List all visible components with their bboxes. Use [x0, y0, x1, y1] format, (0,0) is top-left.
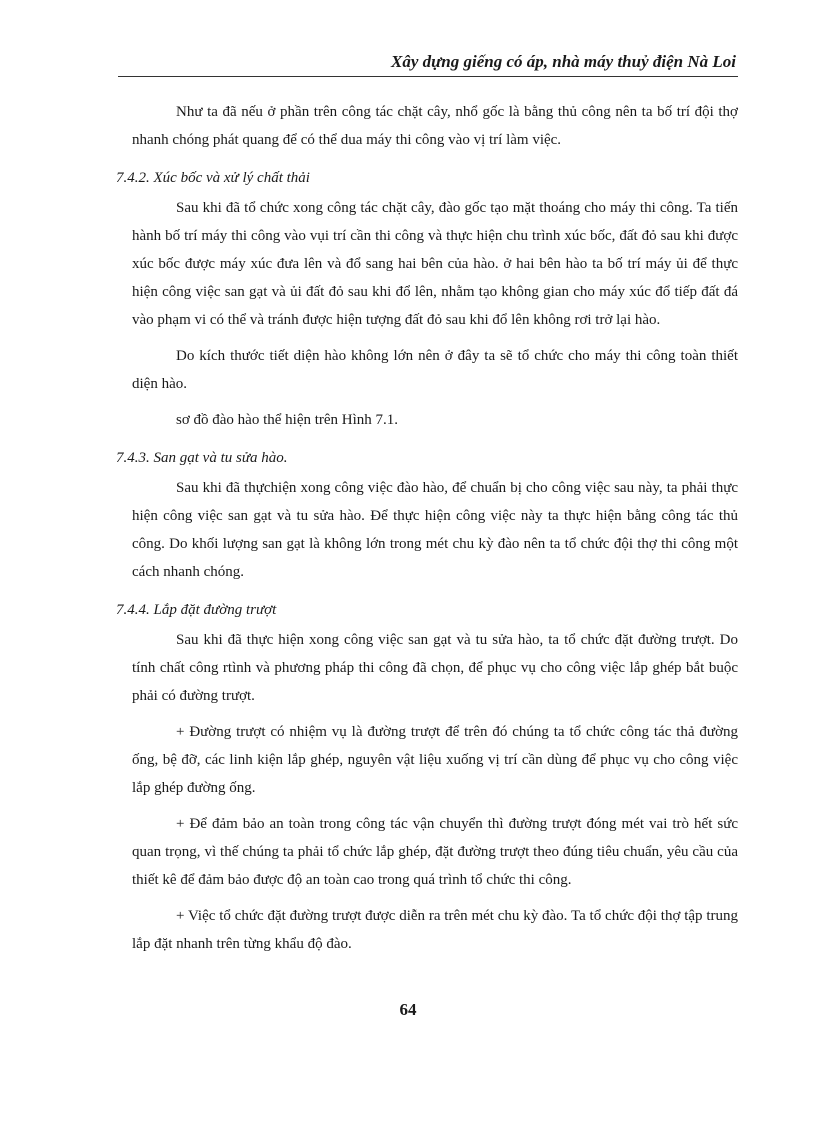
bullet-paragraph: + Để đảm bảo an toàn trong công tác vận chuyển thì đường trượt đóng mét vai trò hết sức quan trọng, vì thế chúng ta phải tổ chức lắp ghép, đặt đường trượt theo đúng tiêu chuẩn, yêu cầu của thiết kê để đảm bảo được độ an toàn cao trong quá trình tổ chức thi công. — [132, 816, 738, 888]
header-title: Xây dựng giếng có áp, nhà máy thuỷ điện Nà Loi — [390, 52, 736, 71]
paragraph: Như ta đã nếu ở phần trên công tác chặt cây, nhổ gốc là bằng thủ công nên ta bố trí đội thợ nhanh chóng phát quang để có thể dua máy thi công vào vị trí làm việc. — [132, 104, 738, 148]
bullet-paragraph: + Việc tổ chức đặt đường trượt được diễn ra trên mét chu kỳ đào. Ta tổ chức đội thợ tập trung lắp đặt nhanh trên từng khẩu độ đào. — [132, 908, 738, 952]
paragraph: Sau khi đã thựchiện xong công việc đào hào, để chuẩn bị cho công việc sau này, ta phải thực hiện công việc san gạt và tu sửa hào. Để thực hiện công việc này ta thực hiện bằng công tác thủ công. Do khối lượng san gạt là không lớn trong mét chu kỳ đào nên ta tổ chức đội thợ thi công một cách nhanh chóng. — [132, 480, 738, 580]
page-number: 64 — [399, 1000, 417, 1019]
paragraph: Sau khi đã thực hiện xong công việc san gạt và tu sửa hào, ta tổ chức đặt đường trượt. Do tính chất công rtình và phương pháp thi công đã chọn, để phục vụ cho công việc lắp ghép bắt buộc phải có đường trượt. — [132, 632, 738, 704]
section-heading-7-4-3: 7.4.3. San gạt và tu sửa hào. — [116, 450, 288, 466]
section-heading-7-4-4: 7.4.4. Lắp đặt đường trượt — [116, 602, 277, 618]
paragraph: Sau khi đã tổ chức xong công tác chặt cây, đào gốc tạo mặt thoáng cho máy thi công. Ta tiến hành bố trí máy thi công vào vụi trí cần thi công và thực hiện chu trình xúc bốc, đất đỏ sau khi được xúc bốc được máy xúc đưa lên và đổ sang hai bên của hào. ở hai bên hào ta bố trí máy ủi để thực hiện công việc san gạt và ủi đất đỏ sau khi đổ lên, nhằm tạo không gian cho máy xúc đổ tiếp đất đá vào phạm vi có thể và tránh được hiện tượng đất đỏ sau khi đổ lên không rơi trở lại hào. — [132, 200, 738, 328]
document-body — [116, 98, 738, 966]
page-header — [118, 44, 738, 77]
paragraph: sơ đồ đào hào thể hiện trên Hình 7.1. — [176, 412, 399, 428]
section-heading-7-4-2: 7.4.2. Xúc bốc và xử lý chất thải — [116, 170, 310, 186]
bullet-paragraph: + Đường trượt có nhiệm vụ là đường trượt để trên đó chúng ta tổ chức công tác thả đường ống, bệ đỡ, các linh kiện lắp ghép, nguyên vật liệu xuống vị trí cần dùng để phục vụ cho công việc lắp ghép đường ống. — [132, 724, 738, 796]
paragraph: Do kích thước tiết diện hào không lớn nên ở đây ta sẽ tổ chức cho máy thi công toàn thiết diện hào. — [132, 348, 738, 392]
